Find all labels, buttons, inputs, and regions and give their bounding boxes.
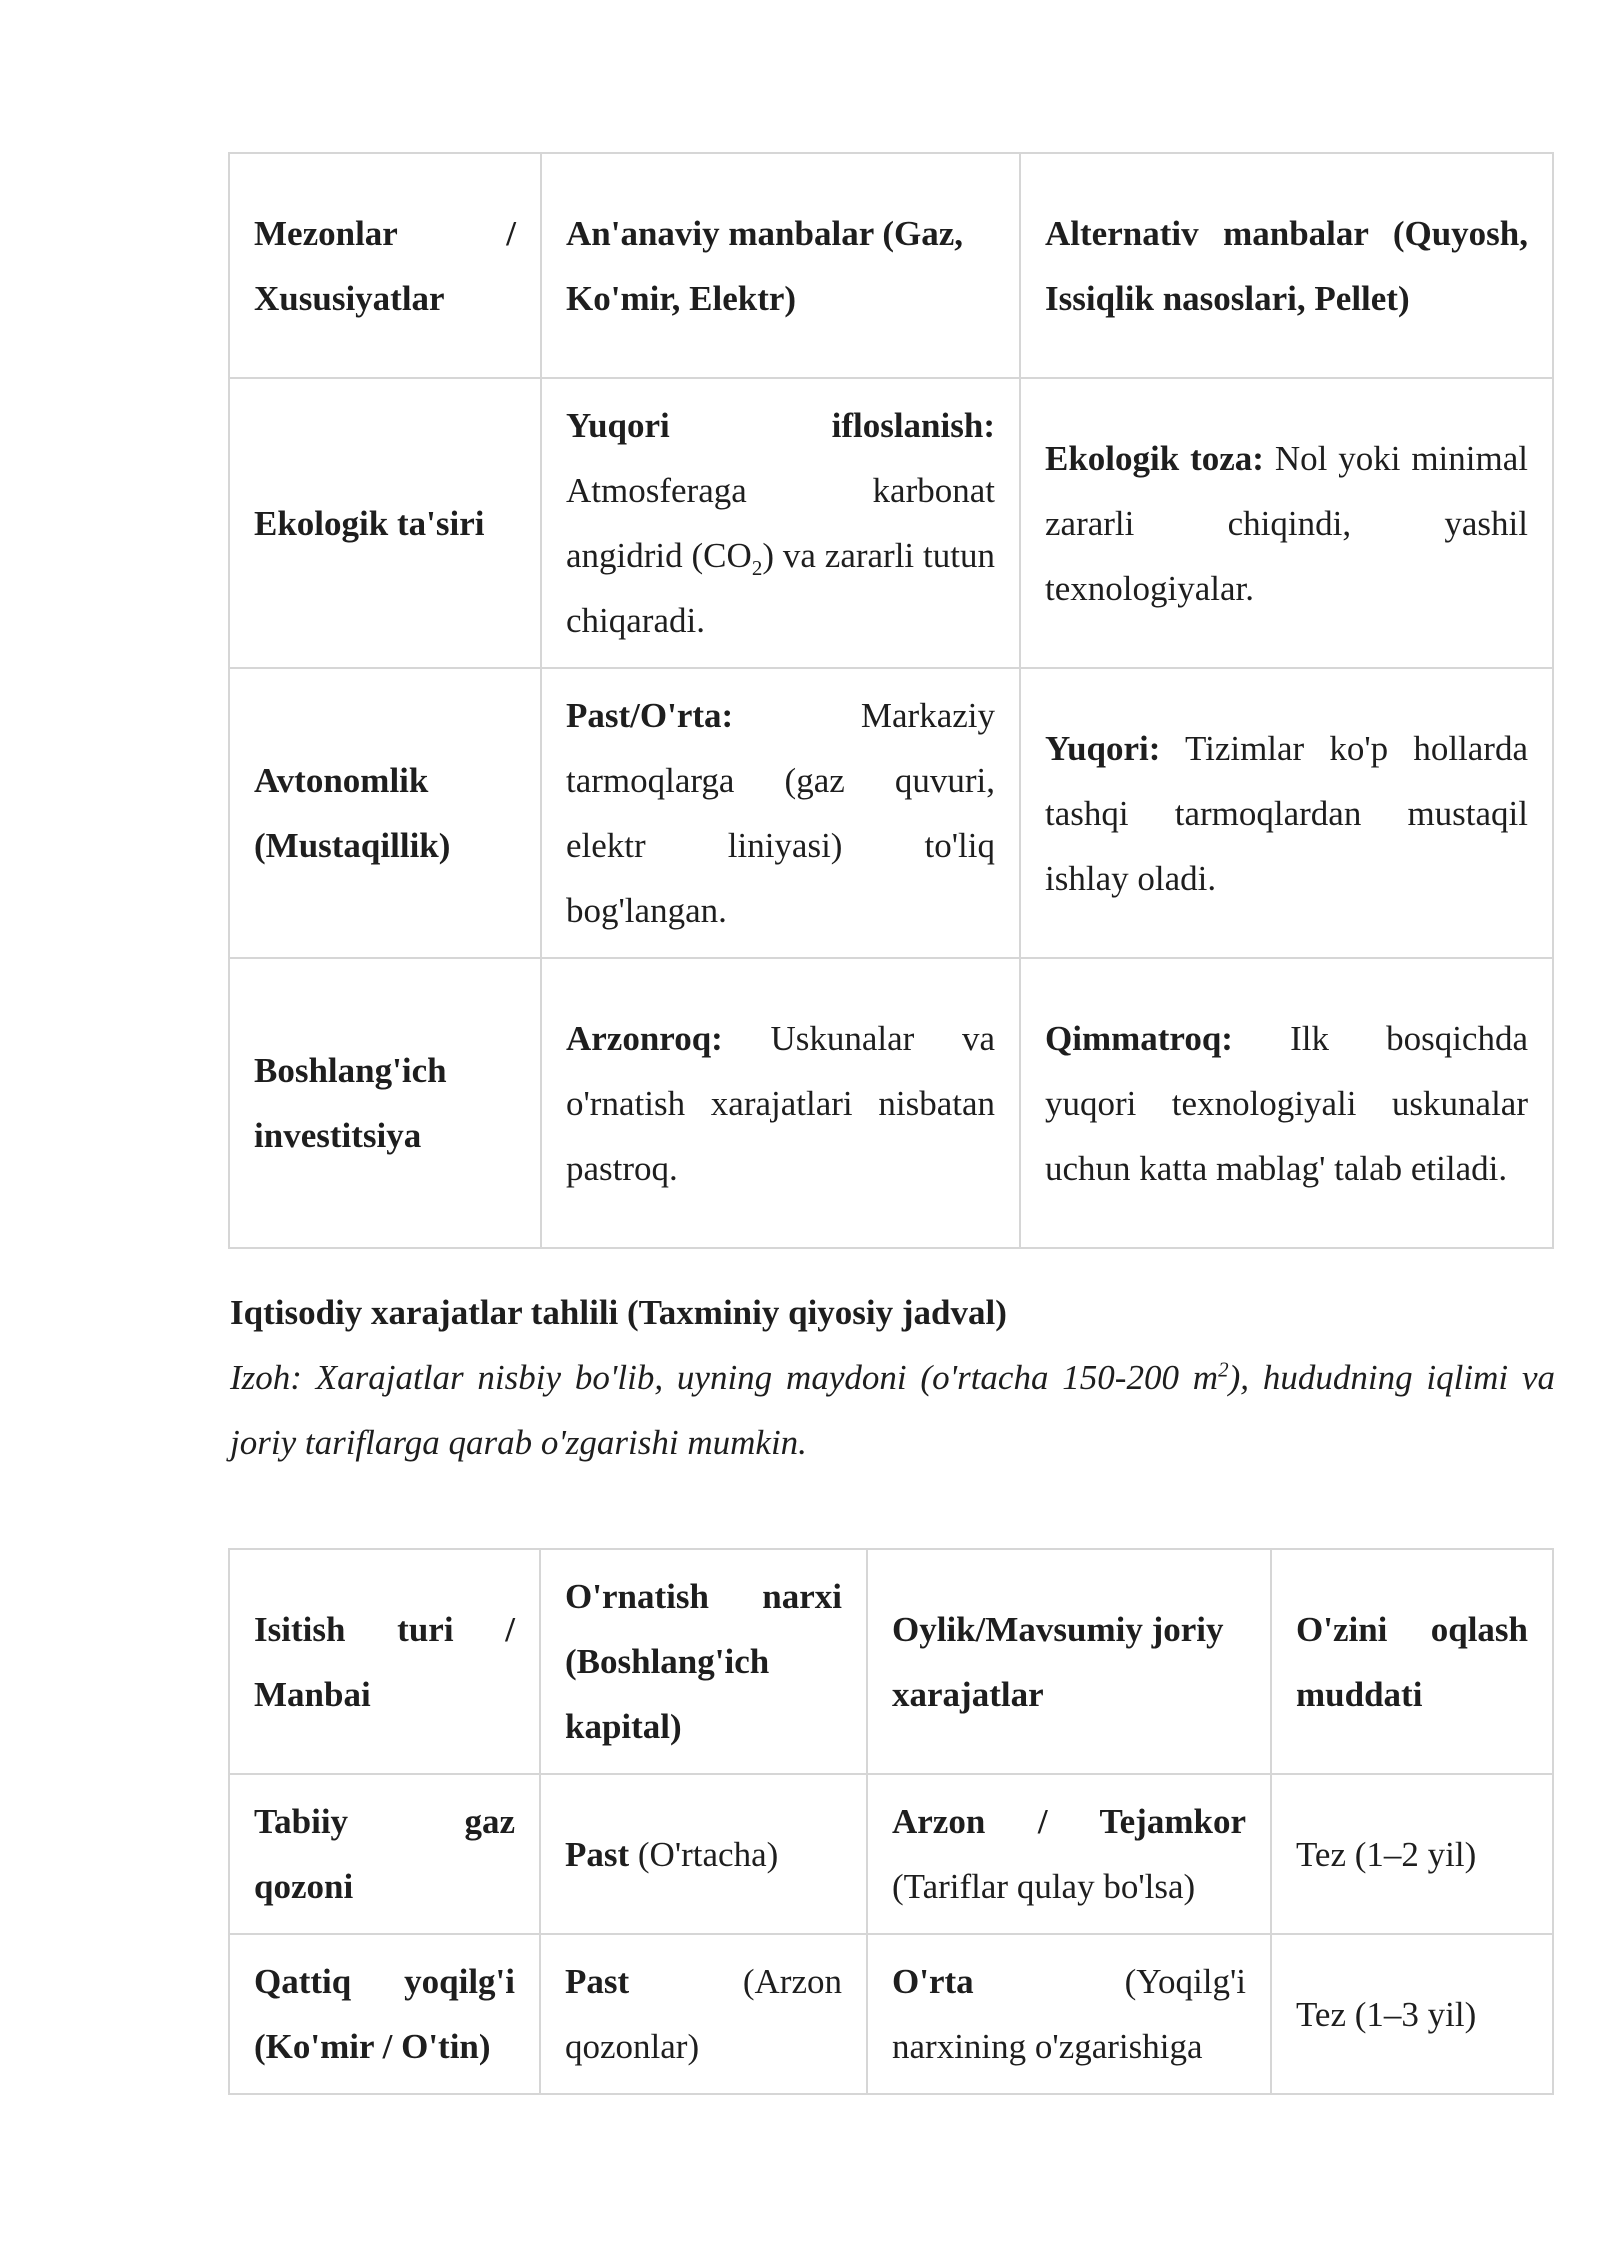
note-text: ), hududning iqlimi va joriy tariflarga qarab o'zgarishi mumkin. <box>230 1358 1555 1462</box>
cell-bold-label: Arzon / Tejamkor <box>892 1802 1246 1841</box>
row-payback: Tez (1–3 yil) <box>1271 1934 1553 2094</box>
section-heading: Iqtisodiy xarajatlar tahlili (Taxminiy qiyosiy jadval) <box>230 1293 1007 1332</box>
cell-bold-label: Past/O'rta: <box>566 696 734 735</box>
cell-text: ) va zararli tutun chiqaradi. <box>566 536 995 640</box>
table-row <box>229 378 1553 668</box>
table-row <box>229 1774 1553 1934</box>
row-criterion: Avtonomlik (Mustaqillik) <box>229 668 541 958</box>
cost-table <box>228 1548 1554 2095</box>
cell-text: (O'rtacha) <box>629 1834 779 1874</box>
table-row <box>229 1934 1553 2094</box>
row-install-cell <box>540 1774 867 1934</box>
cell-bold-label: Yuqori ifloslanish: <box>566 406 995 445</box>
header-criteria: Mezonlar / Xususiyatlar <box>229 153 541 378</box>
header-install-cost: O'rnatish narxi (Boshlang'ich kapital) <box>540 1549 867 1774</box>
cell-bold-label: Arzonroq: <box>566 1018 723 1058</box>
cell-bold-label: Past <box>565 1962 630 2001</box>
table-header-row <box>229 153 1553 378</box>
header-payback: O'zini oqlash muddati <box>1271 1549 1553 1774</box>
row-heating-type: Tabiiy gaz qozoni <box>229 1774 540 1934</box>
header-running-cost: Oylik/Mavsumiy joriy xarajatlar <box>867 1549 1271 1774</box>
cell-bold-label: Qimmatroq: <box>1045 1018 1233 1058</box>
cell-text: Markaziy tarmoqlarga (gaz quvuri, elektr liniyasi) to'liq bog'langan. <box>566 696 995 930</box>
row-payback: Tez (1–2 yil) <box>1271 1774 1553 1934</box>
cell-bold-label: Yuqori: <box>1045 728 1161 768</box>
subscript: 2 <box>751 556 763 580</box>
header-traditional: An'anaviy manbalar (Gaz, Ko'mir, Elektr) <box>541 153 1020 378</box>
cell-text: Uskunalar va o'rnatish xarajatlari nisbatan pastroq. <box>566 1018 995 1188</box>
superscript: 2 <box>1218 1357 1229 1382</box>
row-traditional-cell <box>541 958 1020 1248</box>
table-header-row <box>229 1549 1553 1774</box>
row-criterion: Boshlang'ich investitsiya <box>229 958 541 1248</box>
row-alternative-cell <box>1020 378 1553 668</box>
header-alternative: Alternativ manbalar (Quyosh, Issiqlik nasoslari, Pellet) <box>1020 153 1553 378</box>
row-running-cell <box>867 1774 1271 1934</box>
row-alternative-cell <box>1020 958 1553 1248</box>
row-traditional-cell <box>541 378 1020 668</box>
row-running-cell <box>867 1934 1271 2094</box>
cell-text: Atmosferaga karbonat angidrid (CO <box>566 471 995 575</box>
table-row <box>229 958 1553 1248</box>
cell-bold-label: Past <box>565 1834 630 1874</box>
row-criterion: Ekologik ta'siri <box>229 378 541 668</box>
cell-text: (Tariflar qulay bo'lsa) <box>892 1867 1196 1906</box>
cell-bold-label: Ekologik toza: <box>1045 438 1264 478</box>
row-alternative-cell <box>1020 668 1553 958</box>
cell-text: (Arzon qozonlar) <box>565 1962 842 2066</box>
row-heating-type: Qattiq yoqilg'i (Ko'mir / O'tin) <box>229 1934 540 2094</box>
cell-text: Tizimlar ko'p hollarda tashqi tarmoqlardan mustaqil ishlay oladi. <box>1045 728 1528 898</box>
row-install-cell <box>540 1934 867 2094</box>
row-traditional-cell <box>541 668 1020 958</box>
cell-text: Nol yoki minimal zararli chiqindi, yashil texnologiyalar. <box>1045 438 1528 608</box>
cell-text: Ilk bosqichda yuqori texnologiyali uskunalar uchun katta mablag' talab etiladi. <box>1045 1018 1528 1188</box>
cell-text: (Yoqilg'i narxining o'zgarishiga <box>892 1962 1246 2066</box>
header-heating-type: Isitish turi / Manbai <box>229 1549 540 1774</box>
table-row <box>229 668 1553 958</box>
section-note <box>230 1345 1555 1475</box>
comparison-table <box>228 152 1554 1249</box>
note-text: Izoh: Xarajatlar nisbiy bo'lib, uyning maydoni (o'rtacha 150-200 m <box>230 1358 1219 1397</box>
cell-bold-label: O'rta <box>892 1962 974 2001</box>
